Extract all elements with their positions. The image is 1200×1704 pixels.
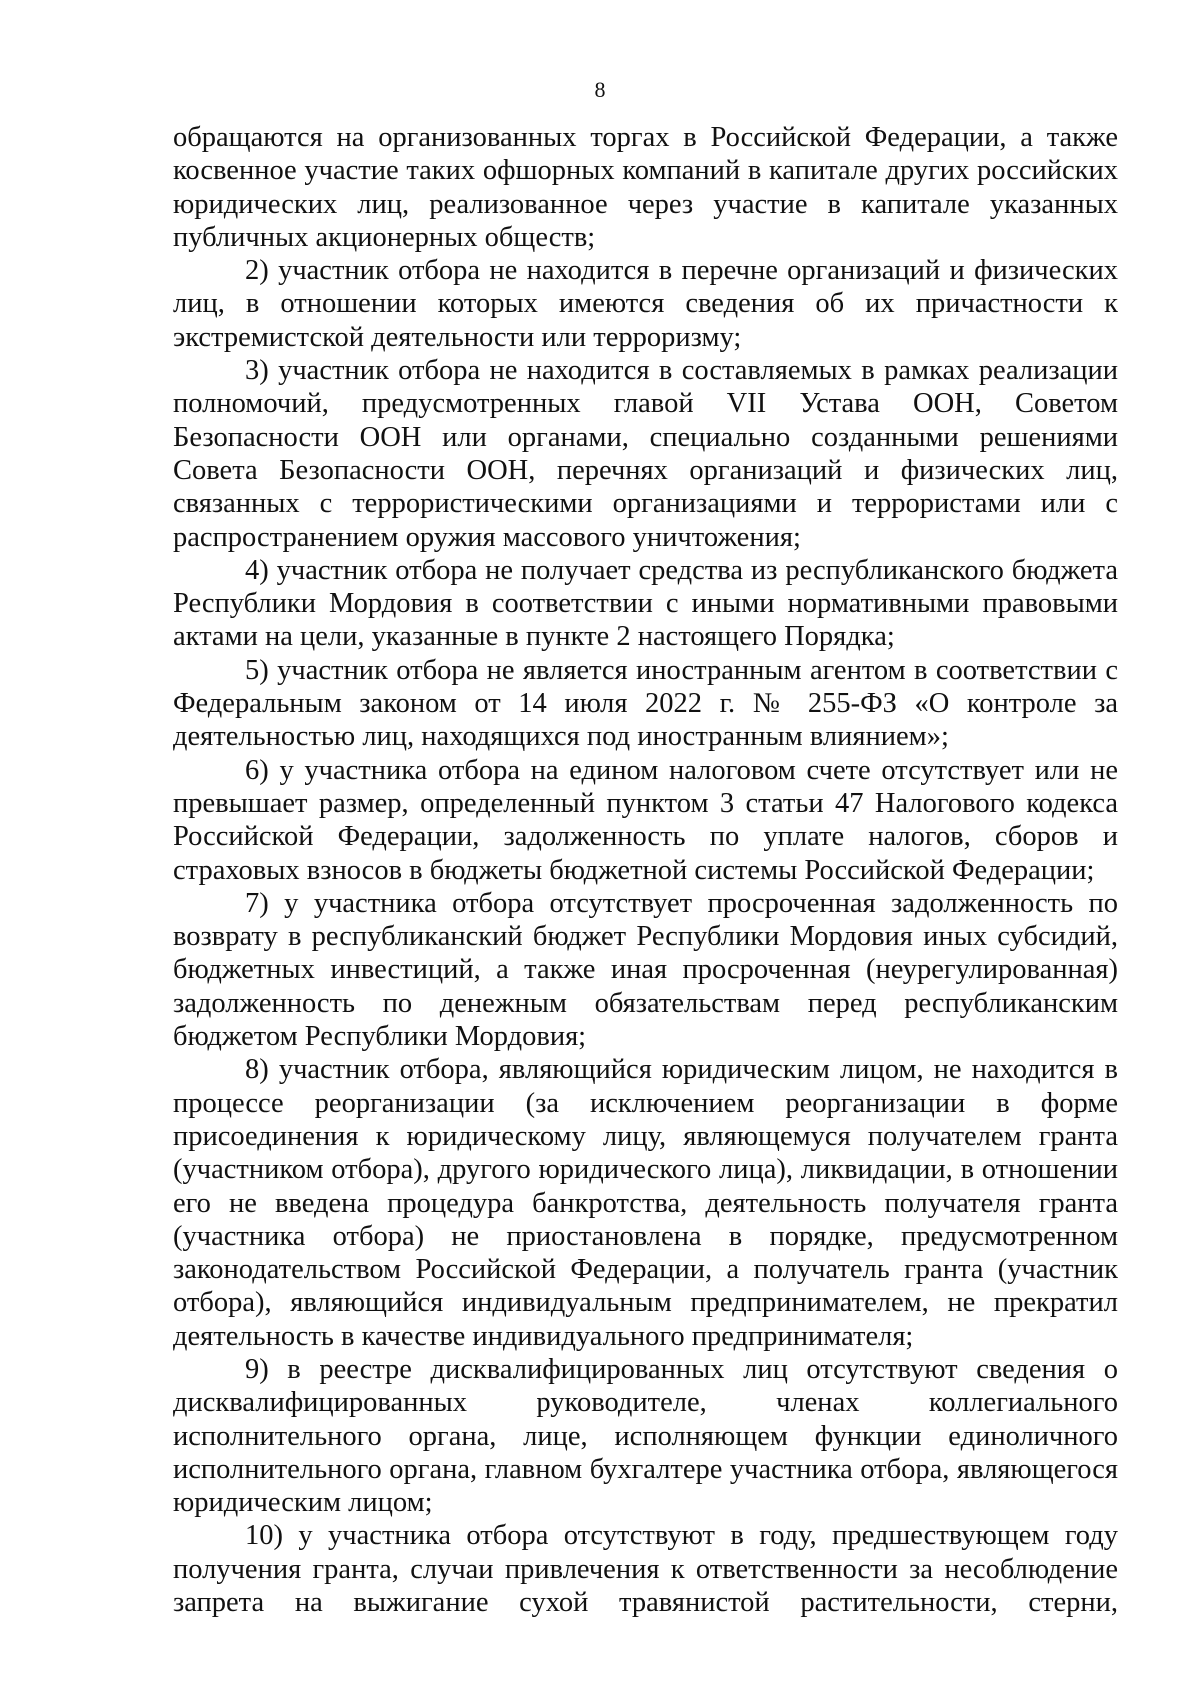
- paragraph-item-3: 3) участник отбора не находится в составляемых в рамках реализации полномочий, предусмотренных главой VII Устава ООН, Советом Безопасности ООН или органами, специально созданными решениями Совета Безопасности ООН, перечнях организаций и физических лиц, связанных с террористическими организациями и террористами или с распространением оружия массового уничтожения;: [173, 355, 1118, 553]
- document-body: [173, 121, 1118, 1619]
- paragraph-continuation: обращаются на организованных торгах в Российской Федерации, а также косвенное участие таких офшорных компаний в капитале других российских юридических лиц, реализованное через участие в капитале указанных публичных акционерных обществ;: [173, 122, 1118, 253]
- paragraph-item-8: 8) участник отбора, являющийся юридическим лицом, не находится в процессе реорганизации (за исключением реорганизации в форме присоединения к юридическому лицу, являющемуся получателем гранта (участником отбора), другого юридического лица), ликвидации, в отношении его не введена процедура банкротства, деятельность получателя гранта (участника отбора) не приостановлена в порядке, предусмотренном законодательством Российской Федерации, а получатель гранта (участник отбора), являющийся индивидуальным предпринимателем, не прекратил деятельность в качестве индивидуального предпринимателя;: [173, 1054, 1118, 1352]
- paragraph-item-2: 2) участник отбора не находится в перечне организаций и физических лиц, в отношении которых имеются сведения об их причастности к экстремистской деятельности или терроризму;: [173, 255, 1118, 353]
- paragraph-item-6: 6) у участника отбора на едином налоговом счете отсутствует или не превышает размер, определенный пунктом 3 статьи 47 Налогового кодекса Российской Федерации, задолженность по уплате налогов, сборов и страховых взносов в бюджеты бюджетной системы Российской Федерации;: [173, 754, 1118, 886]
- paragraph-item-7: 7) у участника отбора отсутствует просроченная задолженность по возврату в республиканский бюджет Республики Мордовия иных субсидий, бюджетных инвестиций, а также иная просроченная (неурегулированная) задолженность по денежным обязательствам перед республиканским бюджетом Республики Мордовия;: [173, 887, 1118, 1053]
- paragraph-item-10: 10) у участника отбора отсутствуют в году, предшествующем году получения гранта, случаи привлечения к ответственности за несоблюдение запрета на выжигание сухой травянистой растительности, стерни,: [173, 1520, 1118, 1619]
- paragraph-item-4: 4) участник отбора не получает средства из республиканского бюджета Республики Мордовия в соответствии с иными нормативными правовыми актами на цели, указанные в пункте 2 настоящего Порядка;: [173, 554, 1118, 653]
- paragraph-item-9: 9) в реестре дисквалифицированных лиц отсутствуют сведения о дисквалифицированных руководителе, членах коллегиального исполнительного органа, лице, исполняющем функции единоличного исполнительного органа, главном бухгалтере участника отбора, являющегося юридическим лицом;: [173, 1353, 1118, 1519]
- page-number: 8: [594, 77, 606, 102]
- paragraph-item-5: 5) участник отбора не является иностранным агентом в соответствии с Федеральным законом от 14 июля 2022 г. № 255-ФЗ «О контроле за деятельностью лиц, находящихся под иностранным влиянием»;: [173, 654, 1118, 753]
